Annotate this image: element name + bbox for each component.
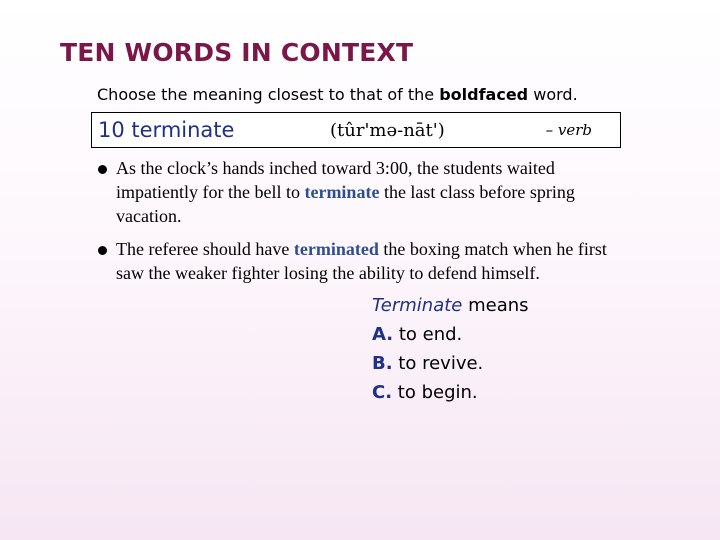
option-letter: C.	[372, 382, 393, 403]
question-block	[372, 291, 529, 407]
sentence-highlight-word: terminated	[293, 239, 379, 259]
option-letter: A.	[372, 324, 394, 345]
instruction-text	[97, 85, 578, 104]
instruction-bold-word: boldfaced	[439, 85, 529, 104]
bullet-icon	[98, 165, 107, 174]
example-sentence-1	[98, 156, 638, 228]
sentence-text	[116, 156, 638, 228]
question-rest: means	[468, 295, 529, 316]
option-letter: B.	[372, 353, 393, 374]
sentence-text	[116, 237, 638, 285]
pronunciation: (tûr'mə-nāt')	[330, 120, 445, 141]
example-sentence-2	[98, 237, 638, 285]
bullet-icon	[98, 246, 107, 255]
sentence-highlight-word: terminate	[304, 182, 380, 202]
answer-option-c[interactable]	[372, 378, 529, 407]
sentence-before: The referee should have	[116, 239, 290, 259]
sentence-before: As the clock’s hands inched toward 3:00, the students waited impatiently for the bell to	[116, 158, 555, 202]
sentence-after: the boxing match when he first saw the weaker fighter losing the ability to defend himself.	[116, 239, 607, 283]
slide-title: TEN WORDS IN CONTEXT	[60, 38, 414, 67]
answer-option-b[interactable]	[372, 349, 529, 378]
option-text: to begin.	[397, 382, 478, 403]
option-text: to revive.	[398, 353, 484, 374]
question-term: Terminate	[372, 295, 463, 316]
sentence-after: the last class before spring vacation.	[116, 182, 575, 226]
vocabulary-word: 10 terminate	[98, 118, 235, 142]
vocabulary-entry-box	[91, 112, 621, 148]
instruction-before: Choose the meaning closest to that of the	[97, 85, 435, 104]
question-prompt	[372, 291, 529, 320]
part-of-speech: – verb	[545, 121, 592, 139]
option-text: to end.	[398, 324, 463, 345]
instruction-after: word.	[533, 85, 578, 104]
answer-option-a[interactable]	[372, 320, 529, 349]
